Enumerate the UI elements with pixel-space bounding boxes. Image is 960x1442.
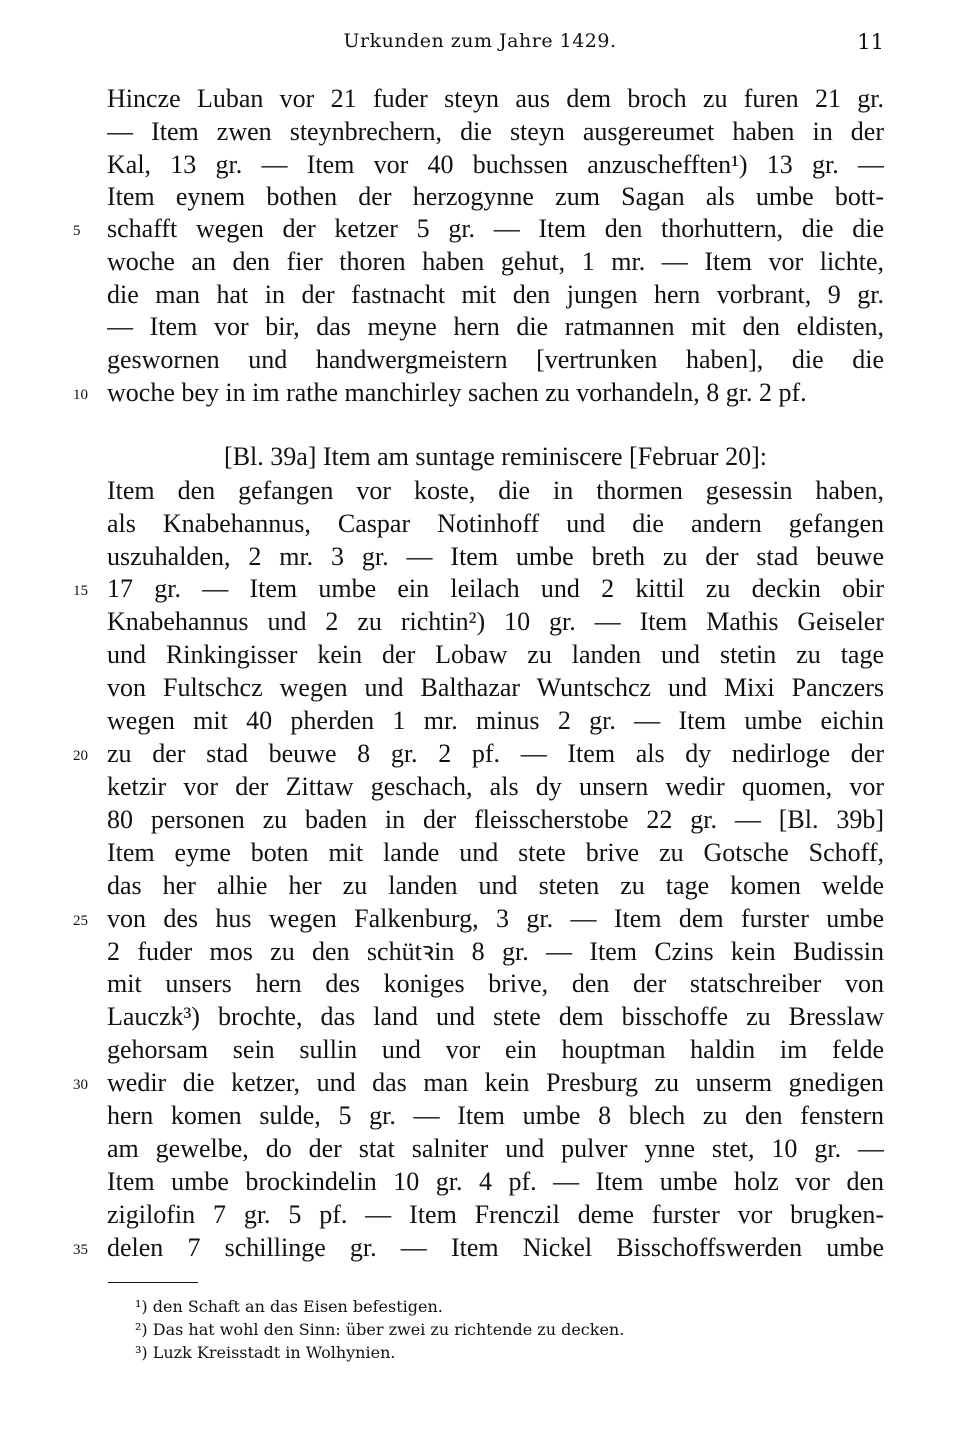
text-line: Item eyme boten mit lande und stete brive zu Gotsche Schoff, bbox=[107, 838, 884, 867]
text-line: mit unsers hern des koniges brive, den der statschreiber von bbox=[107, 969, 884, 998]
text-line: geswornen und handwergmeistern [vertrunken haben], die die bbox=[107, 345, 884, 374]
text-line: delen 7 schillinge gr. — Item Nickel Bisschoffswerden umbe bbox=[107, 1233, 884, 1262]
text-line: uszuhalden, 2 mr. 3 gr. — Item umbe breth zu der stad beuwe bbox=[107, 542, 884, 571]
text-line: woche bey in im rathe manchirley sachen zu vorhandeln, 8 gr. 2 pf. bbox=[107, 378, 807, 407]
footnote-rule bbox=[108, 1282, 198, 1283]
text-line: Hincze Luban vor 21 fuder steyn aus dem broch zu furen 21 gr. bbox=[107, 84, 884, 113]
line-number: 25 bbox=[73, 913, 88, 929]
text-line: hern komen sulde, 5 gr. — Item umbe 8 blech zu den fenstern bbox=[107, 1101, 884, 1130]
text-line: gehorsam sein sullin und vor ein houptman haldin im felde bbox=[107, 1035, 884, 1064]
line-number: 20 bbox=[73, 748, 88, 764]
footnote-1: ¹) den Schaft an das Eisen befestigen. bbox=[135, 1297, 443, 1316]
text-line: schafft wegen der ketzer 5 gr. — Item den thorhuttern, die die bbox=[107, 214, 884, 243]
text-line: — Item zwen steynbrechern, die steyn ausgereumet haben in der bbox=[107, 117, 884, 146]
line-number: 15 bbox=[73, 583, 88, 599]
text-line: 17 gr. — Item umbe ein leilach und 2 kittil zu deckin obir bbox=[107, 574, 884, 603]
text-line: [Bl. 39a] Item am suntage reminiscere [Februar 20]: bbox=[224, 442, 767, 471]
text-line: Kal, 13 gr. — Item vor 40 buchssen anzuschefften¹) 13 gr. — bbox=[107, 150, 884, 179]
text-line: am gewelbe, do der stat salniter und pulver ynne stet, 10 gr. — bbox=[107, 1134, 884, 1163]
footnote-2: ²) Das hat wohl den Sinn: über zwei zu richtende zu decken. bbox=[135, 1320, 625, 1339]
text-line: das her alhie her zu landen und steten zu tage komen welde bbox=[107, 871, 884, 900]
text-line: Lauczk³) brochte, das land und stete dem bisschoffe zu Bresslaw bbox=[107, 1002, 884, 1031]
text-line: Item umbe brockindelin 10 gr. 4 pf. — Item umbe holz vor den bbox=[107, 1167, 884, 1196]
line-number: 10 bbox=[73, 387, 88, 403]
text-line: die man hat in der fastnacht mit den jungen hern vorbrant, 9 gr. bbox=[107, 280, 884, 309]
text-line: Knabehannus und 2 zu richtin²) 10 gr. — Item Mathis Geiseler bbox=[107, 607, 884, 636]
line-number: 35 bbox=[73, 1242, 88, 1258]
footnote-3: ³) Luzk Kreisstadt in Wolhynien. bbox=[135, 1343, 396, 1362]
page-number: 11 bbox=[857, 30, 884, 54]
running-header-title: Urkunden zum Jahre 1429. bbox=[343, 30, 617, 52]
text-line: wedir die ketzer, und das man kein Presburg zu unserm gnedigen bbox=[107, 1068, 884, 1097]
line-number: 30 bbox=[73, 1077, 88, 1093]
text-line: 2 fuder mos zu den schütꝛin 8 gr. — Item Czins kein Budissin bbox=[107, 937, 884, 966]
text-line: zu der stad beuwe 8 gr. 2 pf. — Item als dy nedirloge der bbox=[107, 739, 884, 768]
text-line: zigilofin 7 gr. 5 pf. — Item Frenczil deme furster vor brugken- bbox=[107, 1200, 884, 1229]
text-line: wegen mit 40 pherden 1 mr. minus 2 gr. — Item umbe eichin bbox=[107, 706, 884, 735]
text-line: woche an den fier thoren haben gehut, 1 mr. — Item vor lichte, bbox=[107, 247, 884, 276]
text-line: von Fultschcz wegen und Balthazar Wuntschcz und Mixi Panczers bbox=[107, 673, 884, 702]
text-line: Item den gefangen vor koste, die in thormen gesessin haben, bbox=[107, 476, 884, 505]
text-line: 80 personen zu baden in der fleisscherstobe 22 gr. — [Bl. 39b] bbox=[107, 805, 884, 834]
text-line: Item eynem bothen der herzogynne zum Sagan als umbe bott- bbox=[107, 182, 884, 211]
text-line: — Item vor bir, das meyne hern die ratmannen mit den eldisten, bbox=[107, 312, 884, 341]
line-number: 5 bbox=[73, 223, 81, 239]
text-line: ketzir vor der Zittaw geschach, als dy unsern wedir quomen, vor bbox=[107, 772, 884, 801]
text-line: als Knabehannus, Caspar Notinhoff und die andern gefangen bbox=[107, 509, 884, 538]
text-line: und Rinkingisser kein der Lobaw zu landen und stetin zu tage bbox=[107, 640, 884, 669]
text-line: von des hus wegen Falkenburg, 3 gr. — Item dem furster umbe bbox=[107, 904, 884, 933]
